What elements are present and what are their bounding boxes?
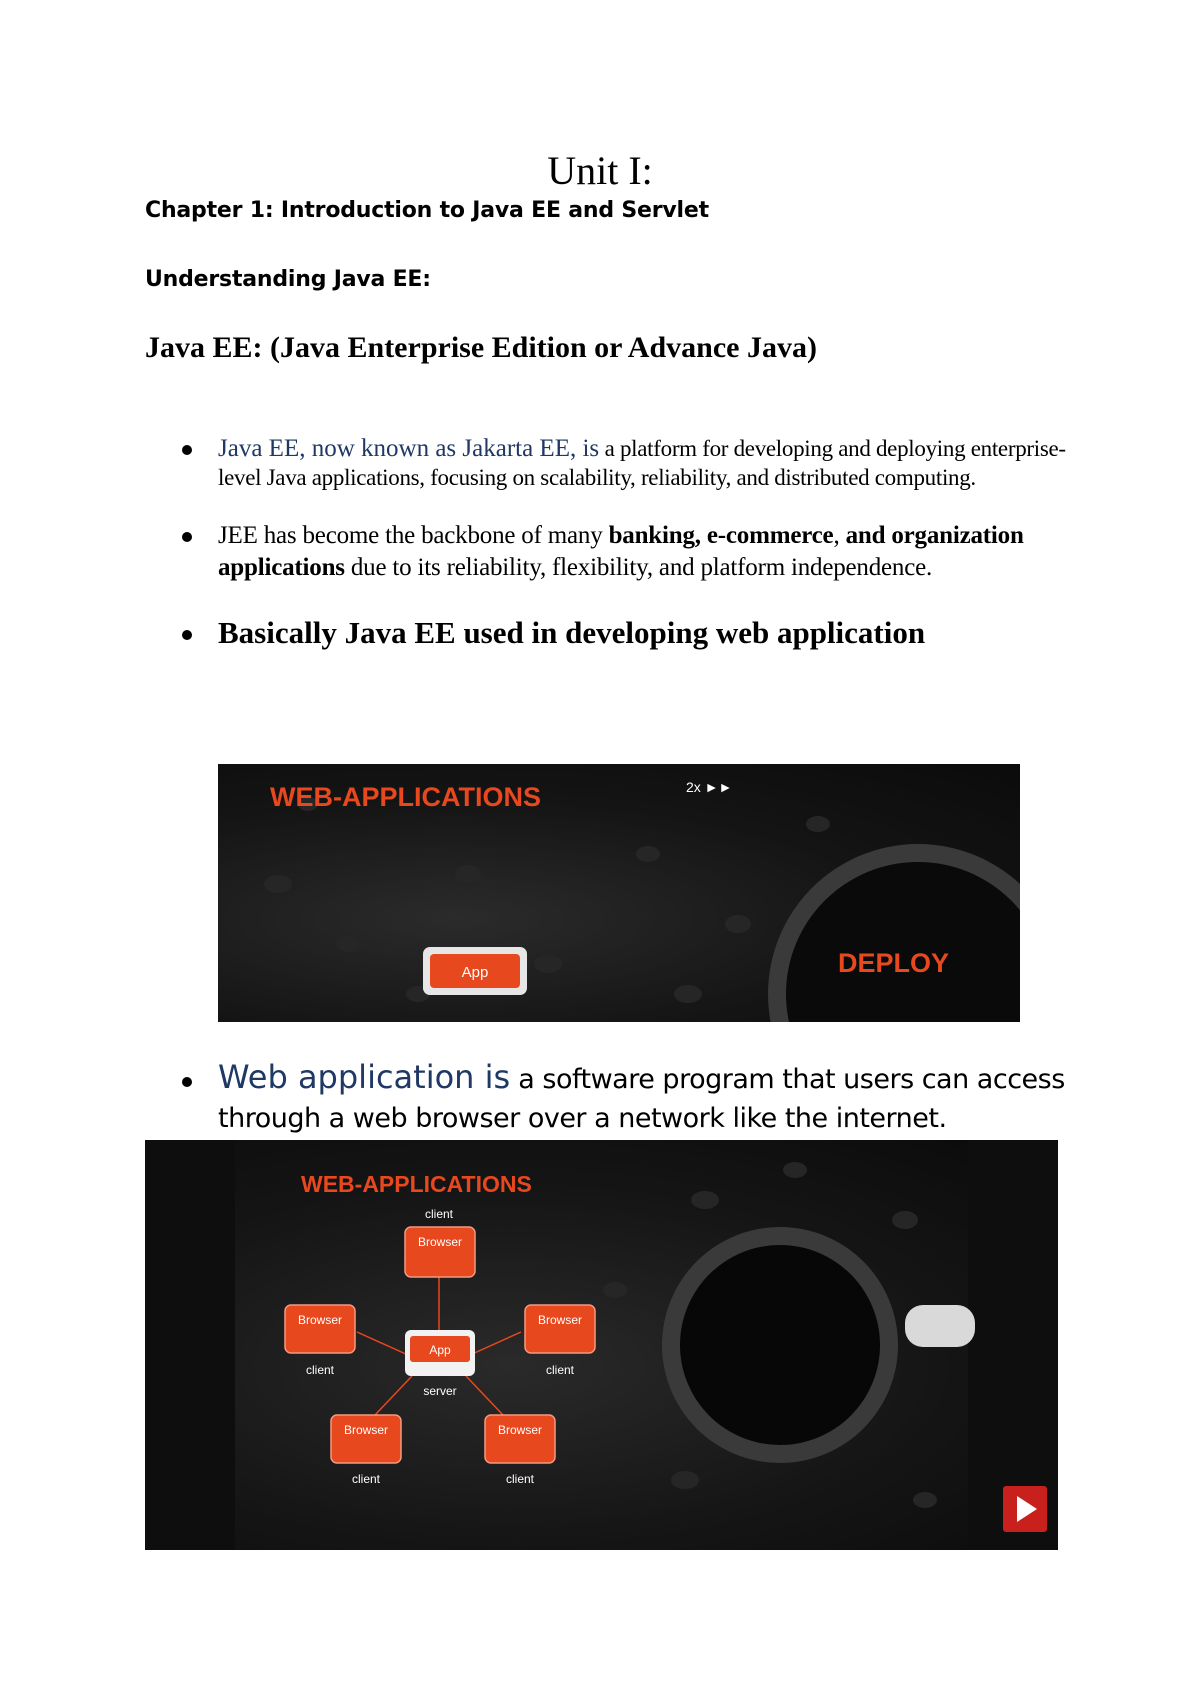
bullet-3-text: Basically Java EE used in developing web application (218, 615, 926, 650)
bullet-2-part-1: JEE has become the backbone of many (218, 522, 609, 549)
app-box (423, 947, 527, 995)
chapter-title: Chapter 1: Introduction to Java EE and Servlet (145, 198, 709, 223)
browser-label-top: Browser (417, 1235, 463, 1249)
coffee-cup-illustration-2 (662, 1227, 975, 1463)
client-server-diagram-image (145, 1140, 1058, 1550)
bullet-4-text (218, 1058, 1118, 1138)
unit-title: Unit I: (547, 148, 653, 193)
bullet-2-bold-2: and organization applications (218, 522, 1024, 581)
browser-box-right (525, 1305, 595, 1353)
channel-logo-icon (1003, 1486, 1047, 1532)
browser-label-right: Browser (537, 1313, 583, 1327)
bullet-4-lead: Web application is (218, 1058, 511, 1096)
client-label-left: client (305, 1363, 335, 1377)
browser-label-left: Browser (297, 1313, 343, 1327)
main-heading: Java EE: (Java Enterprise Edition or Advance Java) (145, 331, 817, 364)
bullet-4-rest: a software program that users can access through a web browser over a network like the internet. (218, 1064, 1065, 1134)
browser-box-bottom-right (485, 1415, 555, 1463)
browser-box-left (285, 1305, 355, 1353)
browser-box-bottom-left (331, 1415, 401, 1463)
bullet-2-bold-1: banking, e-commerce (608, 522, 834, 549)
app-label: App (461, 964, 489, 981)
bullet-2-text (218, 520, 1098, 584)
bullet-2-part-2: , (833, 522, 846, 549)
image2-title: WEB-APPLICATIONS (301, 1171, 532, 1197)
deploy-label: DEPLOY (838, 948, 950, 978)
client-label-bottom-right: client (505, 1472, 535, 1486)
section-title: Understanding Java EE: (145, 267, 431, 292)
client-label-bottom-left: client (351, 1472, 381, 1486)
bullet-3-dot (182, 630, 192, 640)
client-label-top: client (424, 1207, 454, 1221)
bullet-4-dot (182, 1077, 192, 1087)
bullet-2-dot (182, 532, 192, 542)
playback-speed-label: 2x ►► (686, 779, 733, 795)
bullet-1-lead: Java EE, now known as Jakarta EE, is (218, 435, 600, 462)
coffee-bean-texture (264, 797, 830, 1003)
app-server-label: App (429, 1343, 451, 1357)
image1-title: WEB-APPLICATIONS (270, 782, 541, 812)
browser-label-bottom-right: Browser (497, 1423, 543, 1437)
coffee-cup-illustration (768, 844, 1020, 1022)
deploy-illustration (218, 764, 1020, 1022)
client-server-illustration (145, 1140, 1058, 1550)
browser-box-top (405, 1227, 475, 1277)
bullet-1-dot (182, 445, 192, 455)
bullet-1-rest: a platform for developing and deploying enterprise-level Java applications, focusing on scalability, reliability, and distributed computing. (218, 436, 1066, 490)
bullet-1-text (218, 434, 1098, 492)
client-label-right: client (545, 1363, 575, 1377)
bullet-2-part-3: due to its reliability, flexibility, and platform independence. (344, 554, 933, 581)
server-label: server (423, 1384, 457, 1398)
browser-label-bottom-left: Browser (343, 1423, 389, 1437)
app-server-box (405, 1330, 475, 1376)
web-applications-deploy-image (218, 764, 1020, 1022)
